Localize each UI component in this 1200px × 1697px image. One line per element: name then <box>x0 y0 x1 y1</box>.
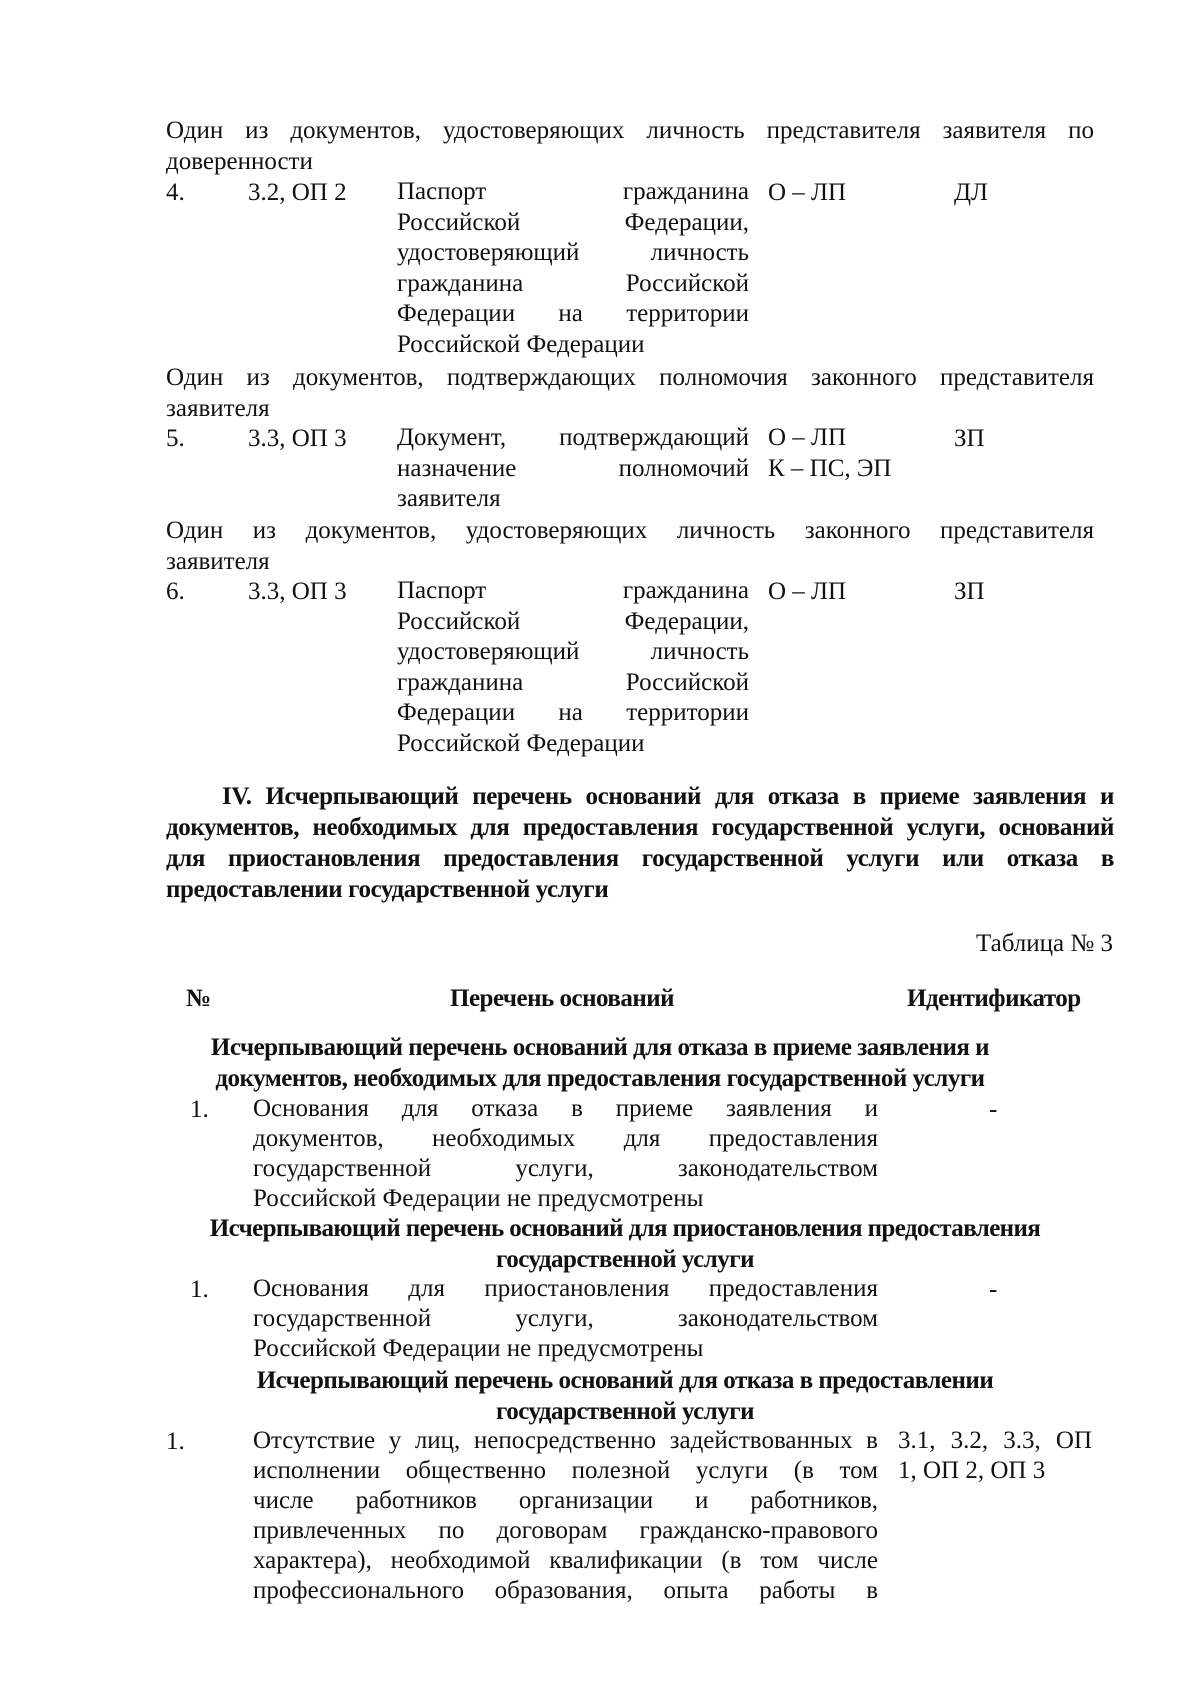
submission-form <box>768 423 948 484</box>
section-intro-legal-rep-identity: Один из документов, удостоверяющих личность законного представителя <box>166 517 1094 544</box>
document-description <box>397 177 749 360</box>
document-description-line: Российской Федерации <box>397 330 645 358</box>
table-label: Таблица № 3 <box>975 930 1113 957</box>
ground-description <box>253 1274 878 1364</box>
ground-description-line: Российской Федерации не предусмотрены <box>253 1185 704 1212</box>
submission-form: О – ЛП <box>768 578 847 605</box>
ground-description-line: Основания для отказа в приеме заявления и <box>253 1095 878 1122</box>
submission-form: О – ЛП <box>768 179 847 206</box>
section-intro-representative-cont: доверенности <box>166 148 313 175</box>
document-description-line: Документ, подтверждающий <box>397 424 749 451</box>
row-code: 3.3, ОП 3 <box>248 578 347 605</box>
document-description-line: Российской Федерации, <box>397 208 749 236</box>
ground-description-line: характера), необходимой квалификации (в том числе <box>253 1547 878 1574</box>
document-description-line: удостоверяющий личность <box>397 239 749 266</box>
ground-description-line: Российской Федерации не предусмотрены <box>253 1335 704 1362</box>
column-header-grounds: Перечень оснований <box>450 985 675 1012</box>
group-title: Исчерпывающий перечень оснований для приостановления предоставления <box>209 1215 1041 1242</box>
ground-description <box>253 1426 878 1606</box>
identifier: ДЛ <box>954 179 989 206</box>
ground-description-line: числе работников организации и работников, <box>253 1487 878 1514</box>
heading-line: для приостановления предоставления государственной услуги или отказа в <box>166 845 1114 872</box>
identifier: - <box>989 1096 998 1123</box>
identifier-line: 3.1, 3.2, 3.3, ОП <box>898 1427 1092 1454</box>
document-description-line: Российской Федерации <box>397 729 645 757</box>
document-description-line: Паспорт гражданина <box>397 577 749 604</box>
ground-description-line: государственной услуги, законодательством <box>253 1155 878 1182</box>
ground-description-line: профессионального образования, опыта работы в <box>253 1577 878 1604</box>
identifier: ЗП <box>954 578 985 605</box>
document-description-line: заявителя <box>397 485 501 512</box>
group-title: государственной услуги <box>495 1246 755 1273</box>
document-description-line: гражданина Российской <box>397 668 749 696</box>
document-description-line: Российской Федерации, <box>397 607 749 635</box>
row-number: 4. <box>166 179 185 206</box>
ground-description-line: привлеченных по договорам гражданско-правового <box>253 1517 878 1544</box>
document-description-line: Паспорт гражданина <box>397 178 749 205</box>
document-description-line: удостоверяющий личность <box>397 638 749 665</box>
document-description-line: назначение полномочий <box>397 454 749 482</box>
group-title: Исчерпывающий перечень оснований для отказа в приеме заявления и <box>210 1034 990 1061</box>
heading-line: документов, необходимых для предоставления государственной услуги, оснований <box>166 814 1114 841</box>
group-title: Исчерпывающий перечень оснований для отказа в предоставлении <box>256 1367 994 1394</box>
identifier: - <box>989 1276 998 1303</box>
row-number: 1. <box>166 1428 185 1455</box>
ground-description-line: Отсутствие у лиц, непосредственно задействованных в <box>253 1427 878 1454</box>
row-number: 5. <box>166 425 185 452</box>
section-intro-legal-rep-authority: Один из документов, подтверждающих полномочия законного представителя <box>166 364 1094 391</box>
ground-description <box>253 1094 878 1214</box>
document-description-line: Федерации на территории <box>397 300 749 327</box>
ground-description-line: исполнении общественно полезной услуги (в том <box>253 1457 878 1484</box>
ground-description-line: государственной услуги, законодательством <box>253 1305 878 1332</box>
section-intro-representative: Один из документов, удостоверяющих личность представителя заявителя по <box>166 117 1094 144</box>
column-header-identifier: Идентификатор <box>907 985 1081 1012</box>
document-description <box>397 576 749 759</box>
section-intro-legal-rep-authority-cont: заявителя <box>166 395 270 422</box>
identifier-line: 1, ОП 2, ОП 3 <box>898 1457 1046 1484</box>
row-code: 3.3, ОП 3 <box>248 425 347 452</box>
ground-description-line: документов, необходимых для предоставления <box>253 1125 878 1152</box>
ground-description-line: Основания для приостановления предоставления <box>253 1275 878 1302</box>
submission-form-line: К – ПС, ЭП <box>768 454 892 482</box>
identifier: ЗП <box>954 425 985 452</box>
heading-line: IV. Исчерпывающий перечень оснований для отказа в приеме заявления и <box>222 783 1114 810</box>
row-number: 1. <box>190 1276 209 1303</box>
section-iv-heading <box>166 781 1114 905</box>
document-description <box>397 423 749 515</box>
document-description-line: гражданина Российской <box>397 269 749 297</box>
submission-form-line: О – ЛП <box>768 424 847 451</box>
column-header-number: № <box>186 985 212 1012</box>
document-description-line: Федерации на территории <box>397 699 749 726</box>
group-title: документов, необходимых для предоставления государственной услуги <box>215 1065 985 1092</box>
identifier <box>898 1426 1092 1486</box>
group-title: государственной услуги <box>495 1398 755 1425</box>
row-code: 3.2, ОП 2 <box>248 179 347 206</box>
heading-line: предоставлении государственной услуги <box>166 876 609 903</box>
row-number: 1. <box>190 1096 209 1123</box>
row-number: 6. <box>166 578 185 605</box>
section-intro-legal-rep-identity-cont: заявителя <box>166 548 270 575</box>
